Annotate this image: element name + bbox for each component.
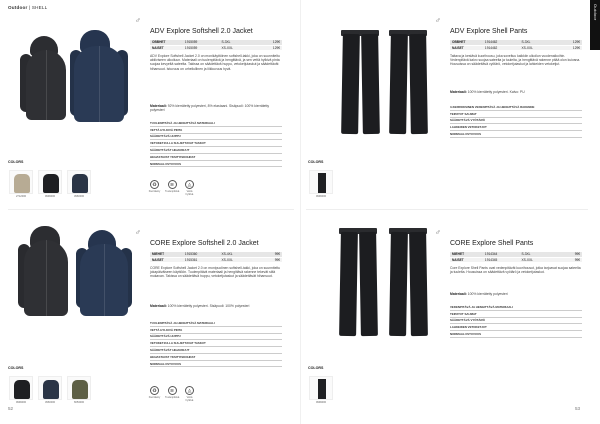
product-title: ADV Explore Shell Pants xyxy=(450,28,528,35)
product-image xyxy=(8,8,136,132)
feature-item: TEIPATUT SAUMAT xyxy=(450,111,582,118)
feature-list xyxy=(150,120,282,167)
feature-item: NORMAALI ISTUVUUS xyxy=(150,161,282,168)
wind-icon: ≋ xyxy=(168,386,177,395)
product-title: ADV Explore Softshell 2.0 Jacket xyxy=(150,28,253,35)
color-swatches xyxy=(8,170,92,198)
feature-item: SÄÄDETTÄVÄ HUPPU xyxy=(150,334,282,341)
color-swatch[interactable]: 9999000 xyxy=(37,170,63,198)
section-divider-left xyxy=(8,209,294,210)
feature-item: HEIJASTAVAT YKSITYISKOHDAT xyxy=(150,154,282,161)
product-description: CORE Explore Softshell Jacket 2.0 on monipuolinen softshell-takki, joka on suunniteltu jokapäiväiseen käyttöön. Tuulenpitävä materiaali ja hengittävä rakenne tekevät siitä mukavan. Takissa on säädettävä huppu, vetoketjutaskut ja säädettävät hihansuut. xyxy=(150,266,281,279)
color-swatch[interactable]: 2712000 xyxy=(8,170,34,198)
header-section: SHELL xyxy=(31,5,48,10)
code-row: NAISET 1914462 XS-XXL 129€ xyxy=(452,45,581,50)
code-row: NAISET 1915361 XS-XXL 99€ xyxy=(152,257,281,262)
page-number-left: 52 xyxy=(8,406,14,411)
color-swatch[interactable]: 9999000 xyxy=(308,170,334,198)
color-swatches xyxy=(308,170,334,198)
feature-item: TUULENPITÄVÄ JA HENGITTÄVÄ MATERIAALI xyxy=(150,320,282,327)
product-title: CORE Explore Softshell 2.0 Jacket xyxy=(150,240,259,247)
product-material: Materiaali: 100% kierrätetty polyesteri xyxy=(450,292,508,296)
product-material: Materiaali: 92% kierrätetty polyesteri, 8% elastaani. Sisäpuoli: 100% kierrätetty polyesteri xyxy=(150,104,270,113)
product-codes xyxy=(150,40,282,51)
feature-item: NORMAALI ISTUVUUS xyxy=(450,131,582,138)
colors-label: COLORS xyxy=(308,366,324,370)
feature-item: SÄÄDETTÄVÄT HIHANSUUT xyxy=(150,347,282,354)
color-swatch[interactable]: 9999000 xyxy=(308,376,334,404)
wind-icon: ≋ xyxy=(168,180,177,189)
product-image xyxy=(308,220,436,344)
gender-symbol: ♂ xyxy=(435,228,441,237)
code-row: NAISET 1914345 XS-XXL 99€ xyxy=(452,257,581,262)
page-header: Outdoor | SHELL xyxy=(8,5,48,10)
feature-item: LAHKEIDEN VETOKETJUT xyxy=(450,324,582,331)
feature-item: SÄÄDETTÄVÄ VYÖTÄRÖ xyxy=(450,118,582,125)
product-codes xyxy=(450,252,582,263)
color-swatch[interactable]: 6653000 xyxy=(66,376,92,404)
feature-list xyxy=(450,104,582,138)
feature-item: VETOKETJULLA SULJETTAVAT TASKUT xyxy=(150,340,282,347)
feature-item: VETOKETJULLA SULJETTAVAT TASKUT xyxy=(150,140,282,147)
feature-item: TEIPATUT SAUMAT xyxy=(450,311,582,318)
feature-list xyxy=(450,304,582,338)
feature-item: HEIJASTAVAT YKSITYISKOHDAT xyxy=(150,354,282,361)
product-description: ADV Explore Softshell Jacket 2.0 on monikäyttöinen softshell-takki, joka on suunniteltu aktiiviseen ulkoiluun. Materiaali on tuulenpitävä ja hengittävä, ja sen vettä hylkivä pinta suojaa kevyeltä sateelta. Takissa on säädettävä huppu, vetoketjutaskut ja säädettävät hihansuut. Istuvuus on urheilullinen ja liikkuvuus hyvä. xyxy=(150,54,280,71)
code-row: MIEHET 1915360 XS-4XL 99€ xyxy=(152,252,281,257)
color-swatch[interactable]: 9999000 xyxy=(8,376,34,404)
product-adv-explore-softshell-jacket xyxy=(0,0,294,200)
feature-item: SÄÄDETTÄVÄ HUPPU xyxy=(150,134,282,141)
product-adv-explore-shell-pants xyxy=(300,0,594,200)
feature-item: VETTÄ HYLKIVÄ PINTA xyxy=(150,327,282,334)
product-image xyxy=(308,8,436,132)
product-core-explore-shell-pants xyxy=(300,212,594,412)
product-image xyxy=(8,220,136,344)
color-swatches xyxy=(308,376,334,404)
code-row: OBBHET 1915059 S-3XL 129€ xyxy=(152,40,281,45)
leaf-icon: ♻ xyxy=(150,386,159,395)
gender-symbol: ♂ xyxy=(135,228,141,237)
drop-icon: ◬ xyxy=(185,180,194,189)
code-row: NAISET 1915059 XS-XXL 129€ xyxy=(152,45,281,50)
product-description: Taitava ja kestävä kuorihousu, joka soveltuu kaikkiin ulkoilun vuodenaikoihin. Vedenpitävä kalvo suojaa sateelta ja tuulelta, ja hengittävä rakenne pitää olon kuivana. Housuissa on säädettävä vyötärö, vetoketjutaskut ja lahkeiden vetoketjut. xyxy=(450,54,581,67)
colors-label: COLORS xyxy=(8,366,24,370)
feature-item: NORMAALI ISTUVUUS xyxy=(150,361,282,368)
code-row: MIEHET 1914344 S-3XL 99€ xyxy=(452,252,581,257)
colors-label: COLORS xyxy=(308,160,324,164)
product-material: Materiaali: 100% kierrätetty polyesteri. Sisäpuoli: 100% polyesteri xyxy=(150,304,250,308)
side-tab-label: Outdoor xyxy=(593,4,598,21)
feature-item: TUULENPITÄVÄ JA HENGITTÄVÄ MATERIAALI xyxy=(150,120,282,127)
feature-item: LAHKEIDEN VETOKETJUT xyxy=(450,124,582,131)
colors-label: COLORS xyxy=(8,160,24,164)
section-divider-right xyxy=(306,209,588,210)
code-row: OBBHET 1914462 S-3XL 129€ xyxy=(452,40,581,45)
drop-icon: ◬ xyxy=(185,386,194,395)
color-swatch[interactable]: 3960000 xyxy=(37,376,63,404)
feature-list xyxy=(150,320,282,367)
leaf-icon: ♻ xyxy=(150,180,159,189)
feature-icons: ♻ Kierrätetty ≋ Tuulenpitävä ◬ Vettä hylkivä xyxy=(148,182,194,196)
product-description: Core Explore Shell Pants ovat vedenpitävät kuorihousut, jotka tarjoavat suojaa sateelta ja tuulelta. Housuissa on säädettävä vyötärö ja vetoketjutaskut. xyxy=(450,266,581,275)
product-core-explore-softshell-jacket xyxy=(0,212,294,412)
feature-item: SÄÄDETTÄVÄT HIHANSUUT xyxy=(150,147,282,154)
product-codes xyxy=(450,40,582,51)
color-swatch[interactable]: 3960000 xyxy=(66,170,92,198)
feature-item: SÄÄDETTÄVÄ VYÖTÄRÖ xyxy=(450,318,582,325)
gender-symbol: ♂ xyxy=(135,16,141,25)
feature-icons: ♻ Kierrätetty ≋ Tuulenpitävä ◬ Vettä hylkivä xyxy=(148,388,194,402)
feature-item: NORMAALI ISTUVUUS xyxy=(450,331,582,338)
color-swatches xyxy=(8,376,92,404)
feature-item: VETTÄ HYLKIVÄ PINTA xyxy=(150,127,282,134)
feature-item: 3-KERROKSINEN VEDENPITÄVÄ JA HENGITTÄVÄ RAKENNE xyxy=(450,104,582,111)
gender-symbol: ♂ xyxy=(435,16,441,25)
page-number-right: 53 xyxy=(575,406,581,411)
feature-item: VEDENPITÄVÄ JA HENGITTÄVÄ MATERIAALI xyxy=(450,304,582,311)
product-codes xyxy=(150,252,282,263)
header-brand: Outdoor xyxy=(8,5,28,10)
product-title: CORE Explore Shell Pants xyxy=(450,240,534,247)
product-material: Materiaali: 100% kierrätetty polyesteri. Kalvo: PU xyxy=(450,90,525,94)
